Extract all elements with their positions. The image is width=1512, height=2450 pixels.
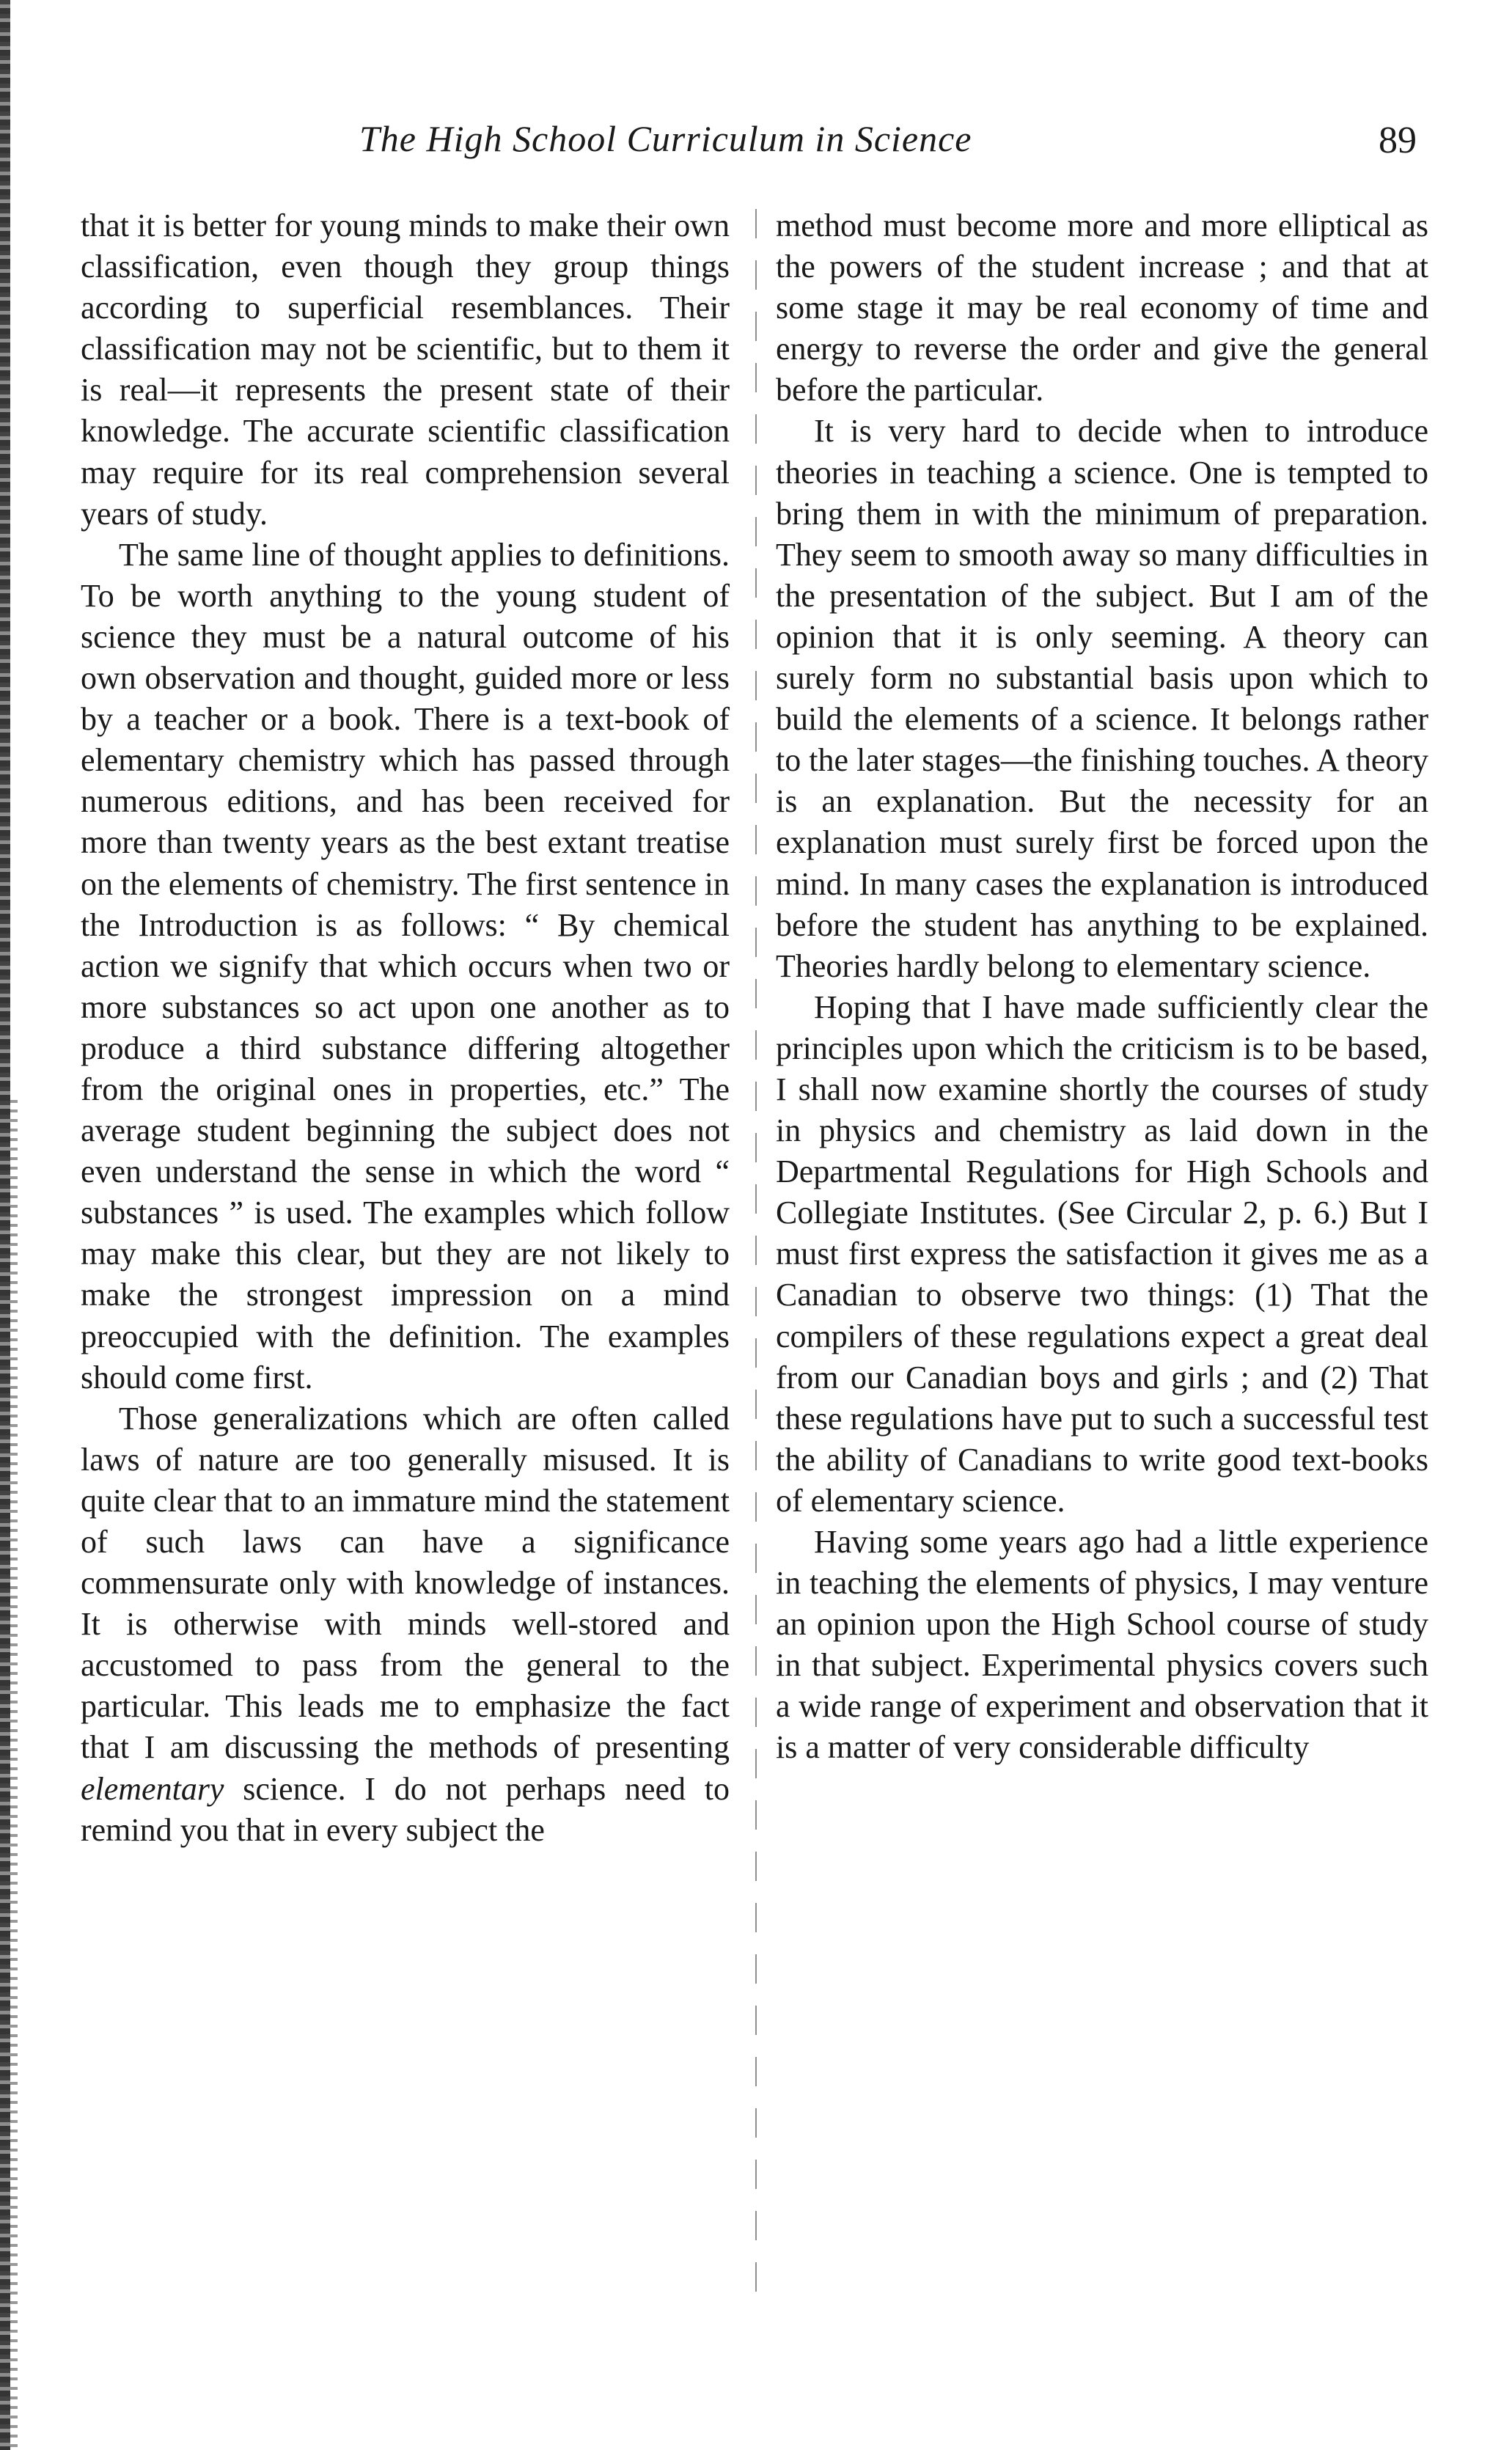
- right-paragraph-4: Having some years ago had a little experience in teaching the elements of physics, I may venture an opinion upon the High School course of study in that subject. Experimental physics covers such a wide range of experiment and observation that it is a matter of very considerable difficulty: [776, 1524, 1428, 1766]
- right-paragraph-1: method must become more and more elliptical as the powers of the student increase ; and that at some stage it may be real economy of time and energy to reverse the order and give the general before the particular.: [776, 208, 1428, 408]
- page-header: [0, 117, 1512, 169]
- left-paragraph-3-text: Those generalizations which are often called laws of nature are too generally misused. It is quite clear that to an immature mind the statement of such laws can have a significance commensurate only with knowledge of instances. It is otherwise with minds well-stored and accustomed to pass from the general to the particular. This leads me to emphasize the fact that I am discussing the methods of presenting: [81, 1400, 730, 1766]
- left-paragraph-3: [81, 1398, 730, 1851]
- left-paragraph-1: that it is better for young minds to make their own classification, even though they group things according to superficial resemblances. Their classification may not be scientific, but to them it is real—it represents the present state of their knowledge. The accurate scientific classification may require for its real comprehension several years of study.: [81, 208, 730, 532]
- page-binding-shadow: [10, 1100, 18, 2450]
- running-title: The High School Curriculum in Science: [359, 118, 972, 159]
- left-paragraph-2: The same line of thought applies to definitions. To be worth anything to the young student of science they must be a natural outcome of his own observation and thought, guided more or less by a teacher or a book. There is a text-book of elementary chemistry which has passed through numerous editions, and has been received for more than twenty years as the best extant treatise on the elements of chemistry. The first sentence in the Introduction is as follows: “ By chemical action we signify that which occurs when two or more substances so act upon one another as to produce a third substance differing altogether from the original ones in properties, etc.” The average student beginning the subject does not even understand the sense in which the word “ substances ” is used. The examples which follow may make this clear, but they are not likely to make the strongest impression on a mind preoccupied with the definition. The examples should come first.: [81, 536, 730, 1395]
- right-paragraph-2: It is very hard to decide when to introduce theories in teaching a science. One is tempted to bring them in with the minimum of preparation. They seem to smooth away so many difficulties in the presentation of the subject. But I am of the opinion that it is only seeming. A theory can surely form no substantial basis upon which to build the elements of a science. It belongs rather to the later stages—the finishing touches. A theory is an explanation. But the necessity for an explanation must surely first be forced upon the mind. In many cases the explanation is introduced before the student has anything to be explained. Theories hardly belong to elementary science.: [776, 413, 1428, 984]
- right-column: [776, 205, 1428, 1769]
- column-gutter-rule: [755, 209, 757, 2299]
- emphasis-elementary: elementary: [81, 1770, 224, 1807]
- page-number: 89: [1379, 120, 1417, 161]
- left-column: [81, 205, 730, 1851]
- left-paragraph-3-tail: science. I do not perhaps need to remind you that in every subject the: [81, 1770, 730, 1848]
- right-paragraph-3: Hoping that I have made sufficiently clear the principles upon which the criticism is to be based, I shall now examine shortly the courses of study in physics and chemistry as laid down in the Departmental Regulations for High Schools and Collegiate Institutes. (See Circular 2, p. 6.) But I must first express the satisfaction it gives me as a Canadian to observe two things: (1) That the compilers of these regulations expect a great deal from our Canadian boys and girls ; and (2) That these regulations have put to such a successful test the ability of Canadians to write good text-books of elementary science.: [776, 989, 1428, 1519]
- page-binding-edge: [0, 0, 10, 2450]
